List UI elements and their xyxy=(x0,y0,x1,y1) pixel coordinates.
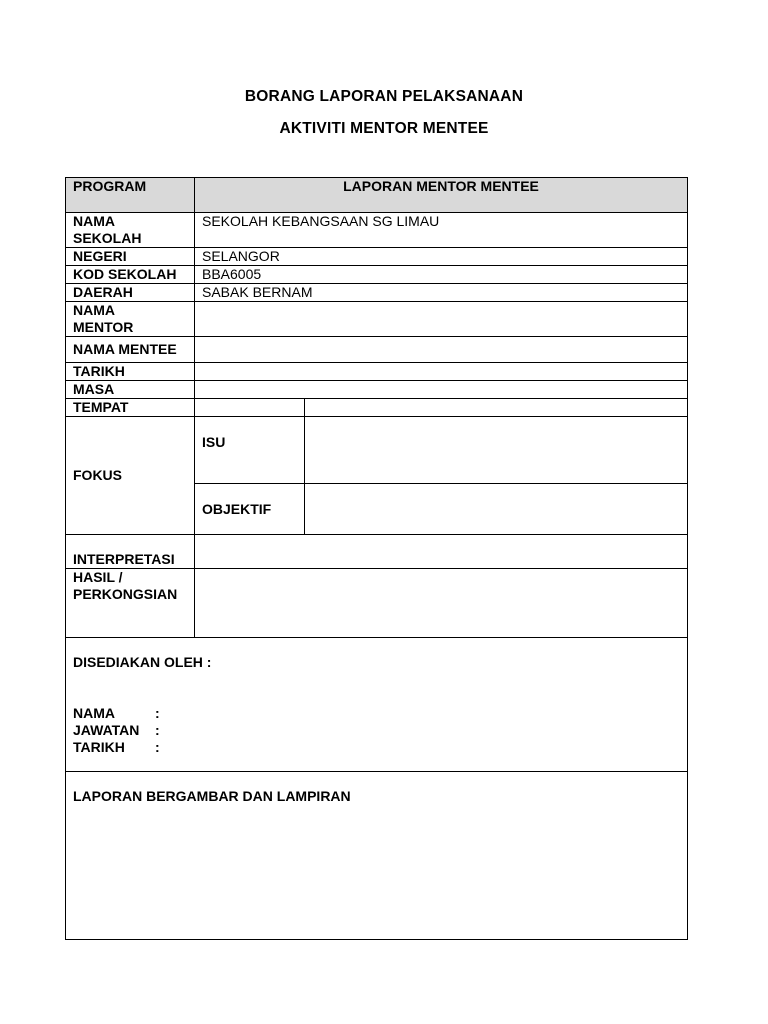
nama-mentee-label: NAMA MENTEE xyxy=(66,337,195,363)
masa-label: MASA xyxy=(66,381,195,399)
nama-sekolah-row xyxy=(66,213,688,248)
nama-mentor-value[interactable] xyxy=(195,302,688,337)
prepared-by-row xyxy=(66,638,688,772)
form-title-line-1: BORANG LAPORAN PELAKSANAAN xyxy=(244,88,524,105)
daerah-row xyxy=(66,284,688,302)
daerah-value[interactable]: SABAK BERNAM xyxy=(195,284,688,302)
nama-mentee-row xyxy=(66,337,688,363)
hasil-label xyxy=(66,569,195,638)
hasil-value[interactable] xyxy=(195,569,688,638)
prepared-nama-colon: : xyxy=(155,705,160,721)
tarikh-label: TARIKH xyxy=(66,363,195,381)
nama-mentor-row xyxy=(66,302,688,337)
negeri-row xyxy=(66,248,688,266)
fokus-label: FOKUS xyxy=(66,417,195,535)
tarikh-row xyxy=(66,363,688,381)
masa-row xyxy=(66,381,688,399)
isu-label-text: ISU xyxy=(202,434,226,450)
program-label: PROGRAM xyxy=(66,178,195,213)
tarikh-value[interactable] xyxy=(195,363,688,381)
prepared-jawatan-colon: : xyxy=(155,722,160,738)
kod-sekolah-row xyxy=(66,266,688,284)
program-value: LAPORAN MENTOR MENTEE xyxy=(195,178,688,213)
prepared-tarikh-label: TARIKH xyxy=(73,739,125,755)
isu-label xyxy=(195,417,305,484)
masa-value[interactable] xyxy=(195,381,688,399)
form-title-line-2: AKTIVITI MENTOR MENTEE xyxy=(279,120,489,137)
objektif-value[interactable] xyxy=(305,484,688,535)
interpretasi-label: INTERPRETASI xyxy=(66,535,195,569)
daerah-label: DAERAH xyxy=(66,284,195,302)
nama-mentor-label-line-2: MENTOR xyxy=(73,319,134,335)
kod-sekolah-value[interactable]: BBA6005 xyxy=(195,266,688,284)
tempat-row xyxy=(66,399,688,417)
prepared-tarikh-colon: : xyxy=(155,739,160,755)
nama-mentor-label xyxy=(66,302,195,337)
nama-sekolah-value[interactable]: SEKOLAH KEBANGSAAN SG LIMAU xyxy=(195,213,688,248)
attachments-heading: LAPORAN BERGAMBAR DAN LAMPIRAN xyxy=(73,788,351,804)
prepared-jawatan-line xyxy=(73,722,680,739)
hasil-row xyxy=(66,569,688,638)
prepared-tarikh-line xyxy=(73,739,680,756)
attachments-row xyxy=(66,772,688,940)
kod-sekolah-label: KOD SEKOLAH xyxy=(66,266,195,284)
interpretasi-row xyxy=(66,535,688,569)
negeri-label: NEGERI xyxy=(66,248,195,266)
attachments-section xyxy=(66,772,688,940)
interpretasi-value[interactable] xyxy=(195,535,688,569)
prepared-by-section xyxy=(66,638,688,772)
isu-row xyxy=(66,417,688,484)
objektif-label: OBJEKTIF xyxy=(195,484,305,535)
prepared-nama-line xyxy=(73,705,680,722)
tempat-value-1[interactable] xyxy=(195,399,305,417)
tempat-value-2[interactable] xyxy=(305,399,688,417)
nama-sekolah-label xyxy=(66,213,195,248)
tempat-label: TEMPAT xyxy=(66,399,195,417)
nama-sekolah-label-line-2: SEKOLAH xyxy=(73,230,142,246)
nama-mentee-value[interactable] xyxy=(195,337,688,363)
nama-sekolah-label-line-1: NAMA xyxy=(73,213,115,229)
report-form-table xyxy=(65,177,688,940)
prepared-by-heading: DISEDIAKAN OLEH : xyxy=(73,654,212,670)
prepared-nama-label: NAMA xyxy=(73,705,115,721)
program-row xyxy=(66,178,688,213)
isu-value[interactable] xyxy=(305,417,688,484)
hasil-label-line-2: PERKONGSIAN xyxy=(73,586,178,602)
negeri-value[interactable]: SELANGOR xyxy=(195,248,688,266)
nama-mentor-label-line-1: NAMA xyxy=(73,302,115,318)
hasil-label-line-1: HASIL / xyxy=(73,569,123,585)
prepared-jawatan-label: JAWATAN xyxy=(73,722,140,738)
